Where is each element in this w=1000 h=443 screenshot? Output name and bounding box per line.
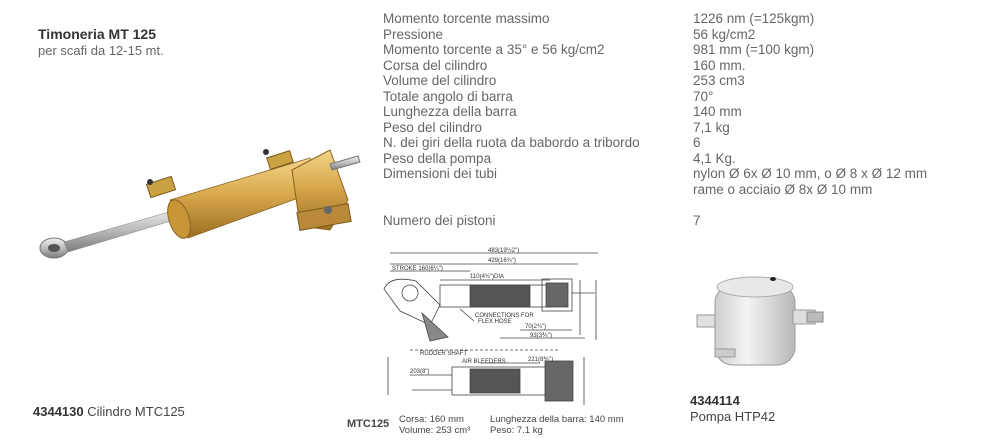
pump-item-name: Pompa HTP42 (690, 409, 776, 424)
pump-item-label (690, 393, 775, 425)
drawing-volume: Volume: 253 cm³ (399, 425, 471, 436)
spec-row (383, 104, 927, 120)
spec-value: 7,1 kg (693, 119, 730, 135)
label-air-bleeders: AIR BLEEDERS (462, 359, 506, 365)
drawing-bar-length: Lunghezza della barra: 140 mm (490, 414, 624, 425)
spec-value: 253 cm3 (693, 73, 745, 88)
label-rudder-shaft: RUDDER SHAFT (420, 351, 468, 357)
spec-label: Pressione (383, 26, 444, 42)
product-title: Timoneria MT 125 (38, 26, 157, 42)
spec-label: Momento torcente massimo (383, 11, 550, 26)
spec-row (383, 213, 927, 229)
spec-value: 7 (693, 212, 701, 228)
spec-value: 6 (693, 135, 701, 150)
label-dim-93: 93(3⅗") (530, 333, 552, 339)
label-dim-70: 70(2¾") (525, 324, 547, 330)
spec-row (383, 89, 927, 105)
spec-label: Peso della pompa (383, 150, 492, 166)
spec-row (383, 42, 927, 58)
spec-label: Dimensioni dei tubi (383, 166, 498, 181)
label-dim-221: 221(8⅗") (528, 357, 554, 363)
spec-label: Numero dei pistoni (383, 212, 496, 228)
label-dim-203: 203(8") (410, 369, 430, 375)
cylinder-image (30, 130, 370, 270)
product-subtitle: per scafi da 12-15 mt. (38, 43, 164, 58)
spec-label: N. dei giri della ruota da babordo a tribordo (383, 135, 640, 150)
label-connections: CONNECTIONS FOR (475, 313, 534, 319)
cylinder-item-code: 4344130 (33, 404, 84, 419)
technical-drawing (370, 245, 615, 413)
spec-label: Totale angolo di barra (383, 88, 513, 104)
spec-label: Lunghezza della barra (383, 104, 517, 119)
label-dim-total: 483(19½2") (488, 248, 520, 254)
spec-row (383, 166, 927, 182)
spec-label: Peso del cilindro (383, 119, 483, 135)
spec-label: Corsa del cilindro (383, 57, 488, 73)
label-flex-hose: FLEX HOSE (478, 319, 512, 325)
specs-table (383, 11, 927, 228)
spec-row (383, 182, 927, 198)
spec-row (383, 197, 927, 213)
spec-row (383, 135, 927, 151)
spec-value: 70° (693, 88, 714, 104)
spec-value: rame o acciaio Ø 8x Ø 10 mm (693, 181, 873, 197)
pump-image (695, 265, 830, 380)
spec-value: 56 kg/cm2 (693, 26, 756, 42)
drawing-weight: Peso: 7.1 kg (490, 425, 543, 436)
label-dim-stroke: STROKE 160(6¼") (392, 266, 443, 272)
label-dim-110: 110(4¾")DIA (470, 274, 505, 280)
spec-label: Volume del cilindro (383, 73, 497, 88)
spec-value: 1226 nm (=125kgm) (693, 11, 815, 26)
spec-value: 981 mm (=100 kgm) (693, 42, 815, 57)
spec-label: Momento torcente a 35° e 56 kg/cm2 (383, 42, 605, 57)
cylinder-item-name: Cilindro MTC125 (87, 404, 185, 419)
spec-value: 4,1 Kg. (693, 150, 736, 166)
pump-item-code: 4344114 (690, 393, 740, 408)
spec-value: nylon Ø 6x Ø 10 mm, o Ø 8 x Ø 12 mm (693, 166, 928, 181)
spec-row (383, 27, 927, 43)
spec-label (383, 182, 693, 198)
spec-row (383, 58, 927, 74)
spec-row (383, 120, 927, 136)
spec-row (383, 11, 927, 27)
cylinder-item-label (33, 404, 185, 419)
drawing-model: MTC125 (347, 418, 390, 430)
spec-label (383, 197, 693, 213)
spec-row (383, 151, 927, 167)
drawing-stroke: Corsa: 160 mm (399, 414, 464, 425)
spec-row (383, 73, 927, 89)
spec-value: 160 mm. (693, 57, 746, 73)
spec-value: 140 mm (693, 104, 742, 119)
label-dim-429: 429(16¾") (488, 258, 516, 264)
